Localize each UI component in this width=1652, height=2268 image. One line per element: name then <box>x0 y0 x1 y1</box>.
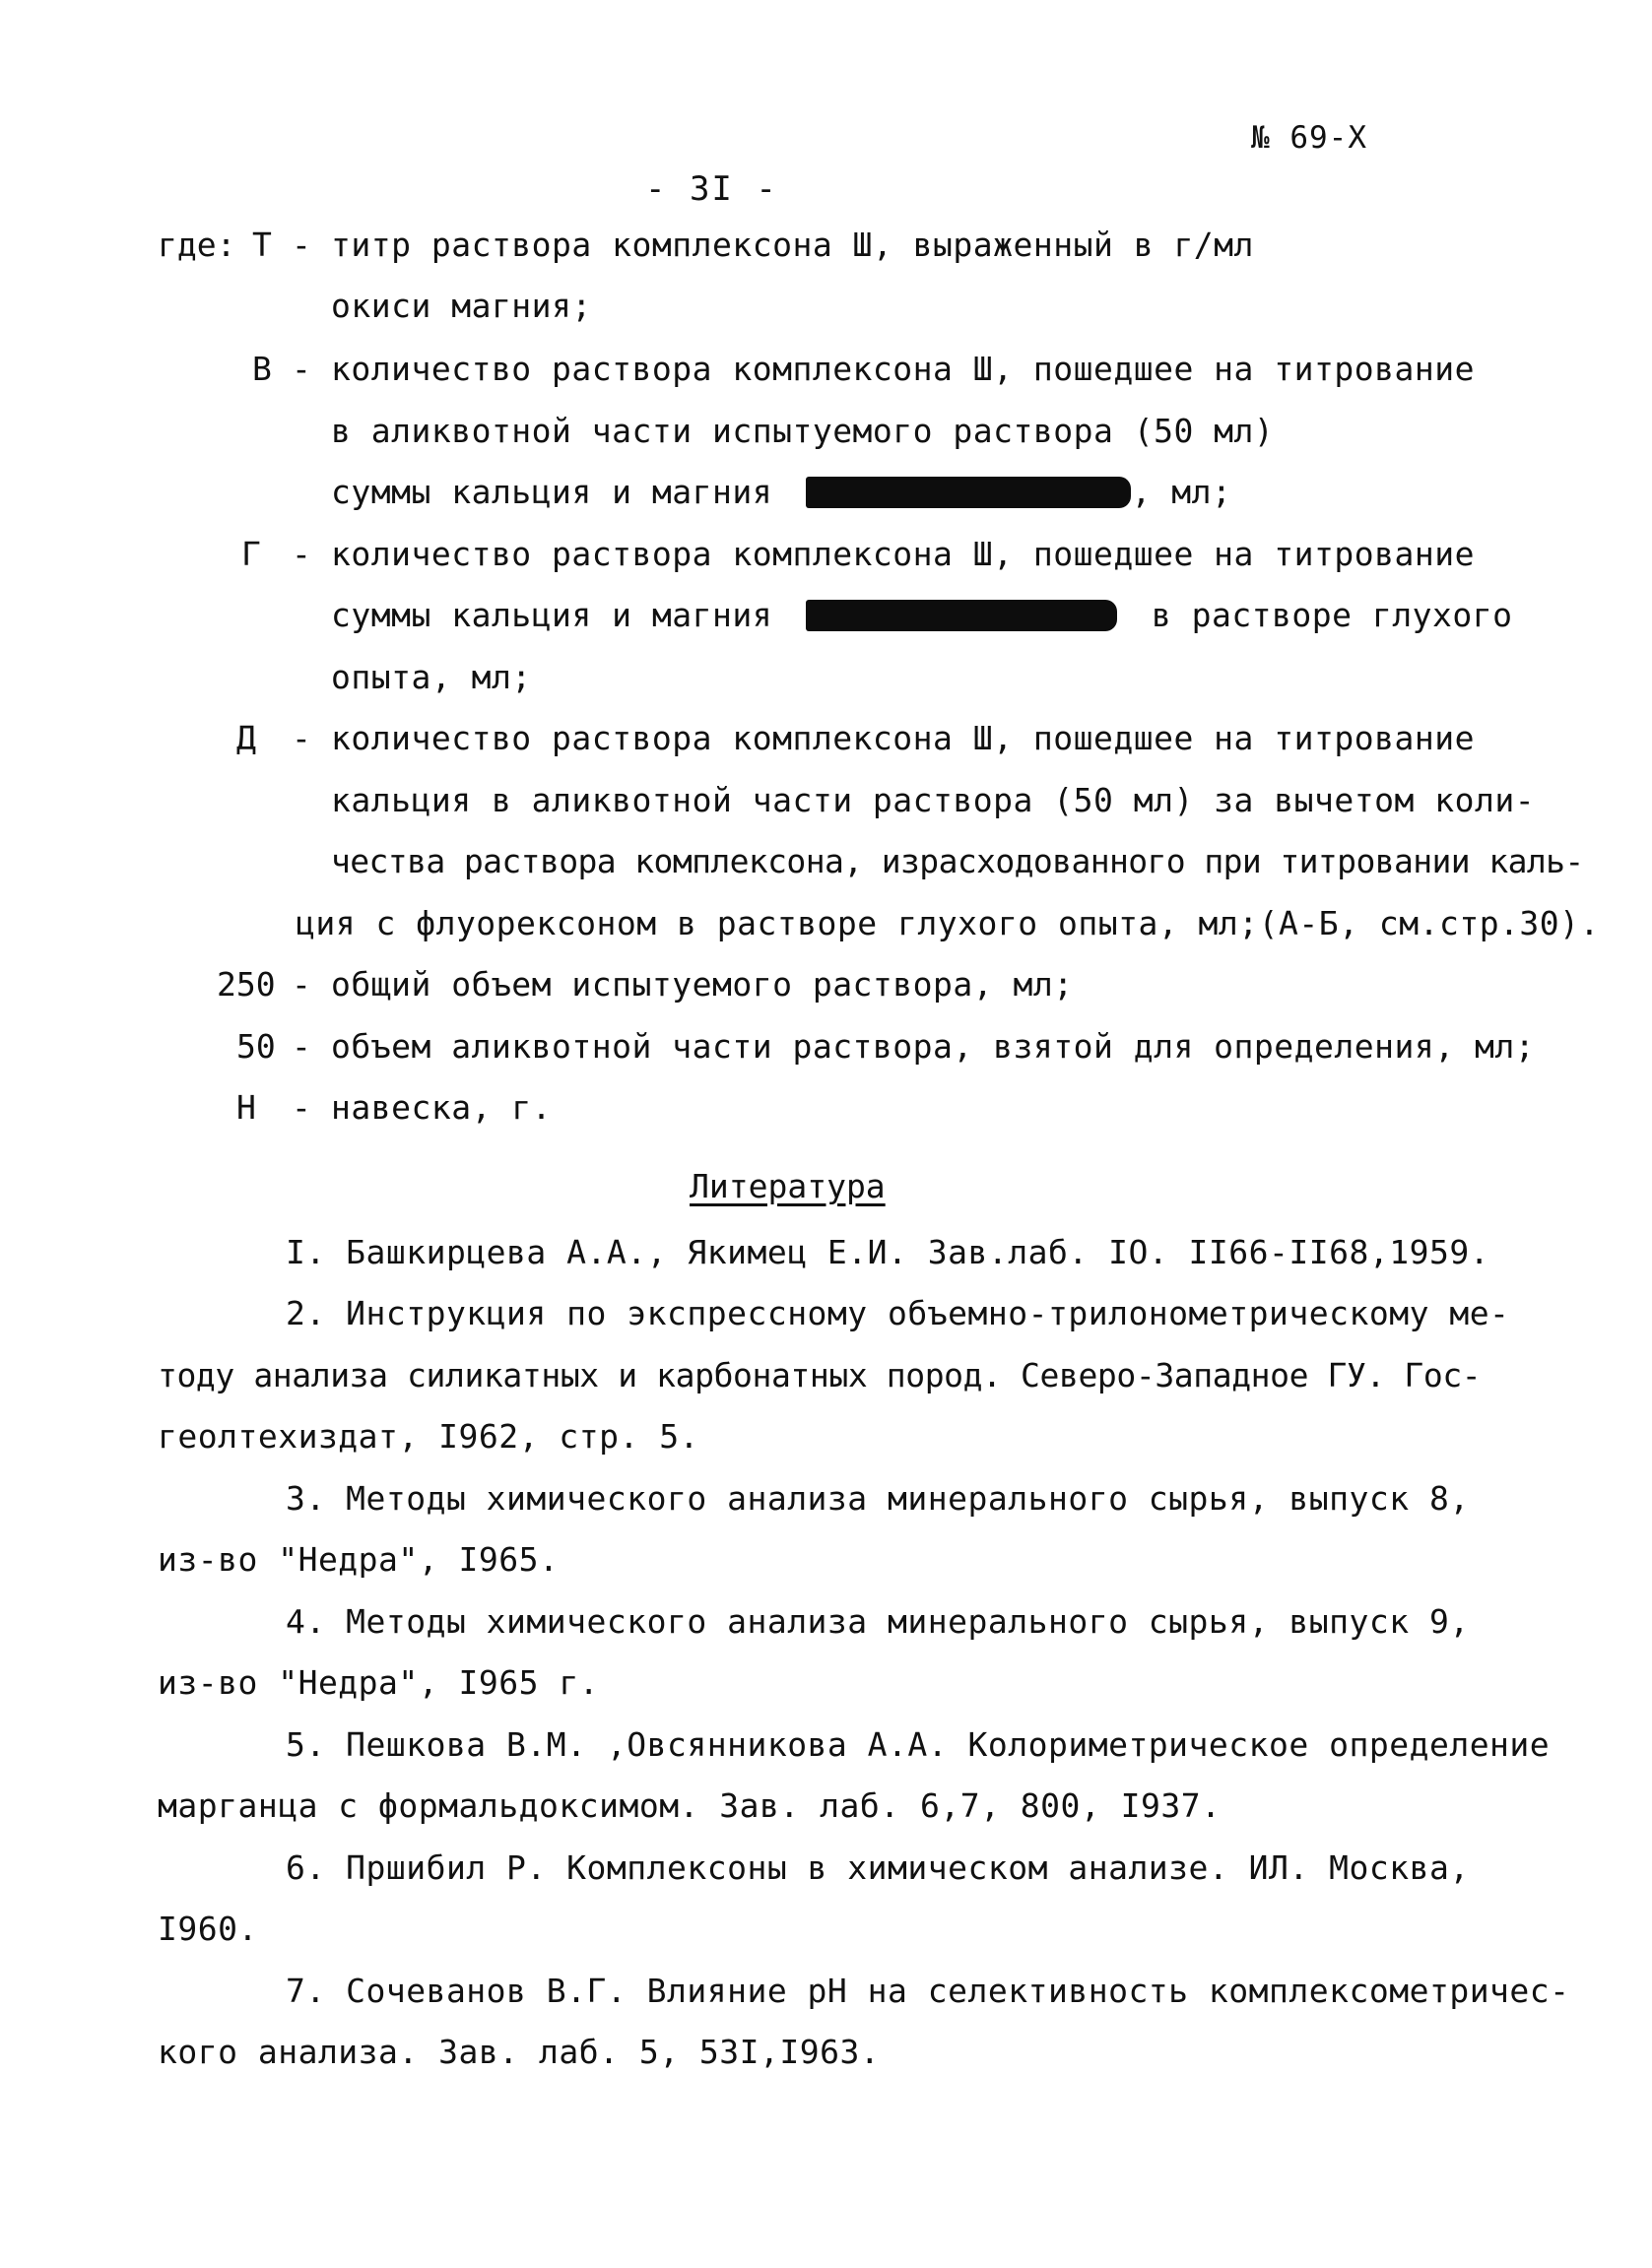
page-number: - 3I - <box>645 169 778 209</box>
redaction-mark <box>806 477 1131 508</box>
definition-symbol-g: Г <box>241 535 261 573</box>
definition-v-line-3-text: суммы кальция и магния <box>331 473 773 511</box>
definition-dash: - <box>292 1027 311 1066</box>
definition-v-line-1: количество раствора комплексона Ш, пошедшее на титрование <box>331 350 1475 388</box>
definition-d-line-4: ция с флуорексоном в растворе глухого опыта, мл;(А-Б, см.стр.30). <box>296 904 1600 942</box>
reference-6-line-1: 6. Пршибил Р. Комплексоны в химическом анализе. ИЛ. Москва, <box>286 1848 1470 1887</box>
definition-d-line-1: количество раствора комплексона Ш, пошедшее на титрование <box>331 719 1475 757</box>
definition-g-line-3: опыта, мл; <box>331 658 532 696</box>
definition-symbol-50: 50 <box>236 1027 276 1066</box>
reference-4-line-1: 4. Методы химического анализа минерального сырья, выпуск 9, <box>286 1602 1470 1641</box>
reference-2-line-1: 2. Инструкция по экспрессному объемно-трилонометрическому ме- <box>286 1294 1510 1332</box>
reference-2-line-2: тоду анализа силикатных и карбонатных пород. Северо-Западное ГУ. Гос- <box>158 1356 1482 1394</box>
reference-7-line-1: 7. Сочеванов В.Г. Влияние pH на селективность комплексометричес- <box>286 1972 1570 2010</box>
definition-v-line-3 <box>331 473 1231 512</box>
reference-3-line-1: 3. Методы химического анализа минерального сырья, выпуск 8, <box>286 1479 1470 1518</box>
definition-g-line-2-tail: в растворе глухого <box>1151 596 1513 634</box>
document-number: № 69-Х <box>1251 120 1367 156</box>
definition-symbol-250: 250 <box>217 965 276 1004</box>
definition-v-line-3-tail: , мл; <box>1131 473 1232 511</box>
definition-dash: - <box>292 719 311 757</box>
reference-5-line-2: марганца с формальдоксимом. Зав. лаб. 6,7, 800, I937. <box>158 1786 1222 1825</box>
definition-50-line-1: объем аликвотной части раствора, взятой для определения, мл; <box>331 1027 1536 1066</box>
reference-3-line-2: из-во "Недра", I965. <box>158 1540 560 1579</box>
definition-symbol-t: Т <box>252 226 272 264</box>
definition-dash: - <box>292 965 311 1004</box>
definition-g-line-2 <box>331 596 1512 635</box>
reference-5-line-1: 5. Пешкова В.М. ,Овсянникова А.А. Колориметрическое определение <box>286 1725 1551 1764</box>
definition-n-line-1: навеска, г. <box>331 1088 553 1127</box>
reference-2-line-3: геолтехиздат, I962, стр. 5. <box>158 1417 699 1456</box>
reference-4-line-2: из-во "Недра", I965 г. <box>158 1663 600 1702</box>
definition-dash: - <box>292 350 311 388</box>
literature-heading: Литература <box>690 1167 886 1205</box>
definition-d-line-3: чества раствора комплексона, израсходованного при титровании каль- <box>331 842 1584 880</box>
definition-dash: - <box>292 226 311 264</box>
definition-v-line-2: в аликвотной части испытуемого раствора (50 мл) <box>331 412 1275 450</box>
reference-6-line-2: I960. <box>158 1910 258 1948</box>
definition-symbol-d: Д <box>236 719 256 757</box>
definition-t-line-1: титр раствора комплексона Ш, выраженный в г/мл <box>331 226 1254 264</box>
definition-250-line-1: общий объем испытуемого раствора, мл; <box>331 965 1074 1004</box>
definition-g-line-1: количество раствора комплексона Ш, пошедшее на титрование <box>331 535 1475 573</box>
definition-dash: - <box>292 1088 311 1127</box>
reference-7-line-2: кого анализа. Зав. лаб. 5, 53I,I963. <box>158 2033 881 2071</box>
definition-g-line-2-text: суммы кальция и магния <box>331 596 773 634</box>
redaction-mark <box>806 600 1117 631</box>
definition-dash: - <box>292 535 311 573</box>
definition-t-line-2: окиси магния; <box>331 287 592 325</box>
definition-d-line-2: кальция в аликвотной части раствора (50 мл) за вычетом коли- <box>331 781 1536 819</box>
definitions-intro: где: <box>158 226 236 264</box>
definition-symbol-v: В <box>252 350 272 388</box>
reference-1-line-1: I. Башкирцева А.А., Якимец Е.И. Зав.лаб. IO. II66-II68,1959. <box>286 1233 1490 1271</box>
definition-symbol-n: Н <box>236 1088 256 1127</box>
